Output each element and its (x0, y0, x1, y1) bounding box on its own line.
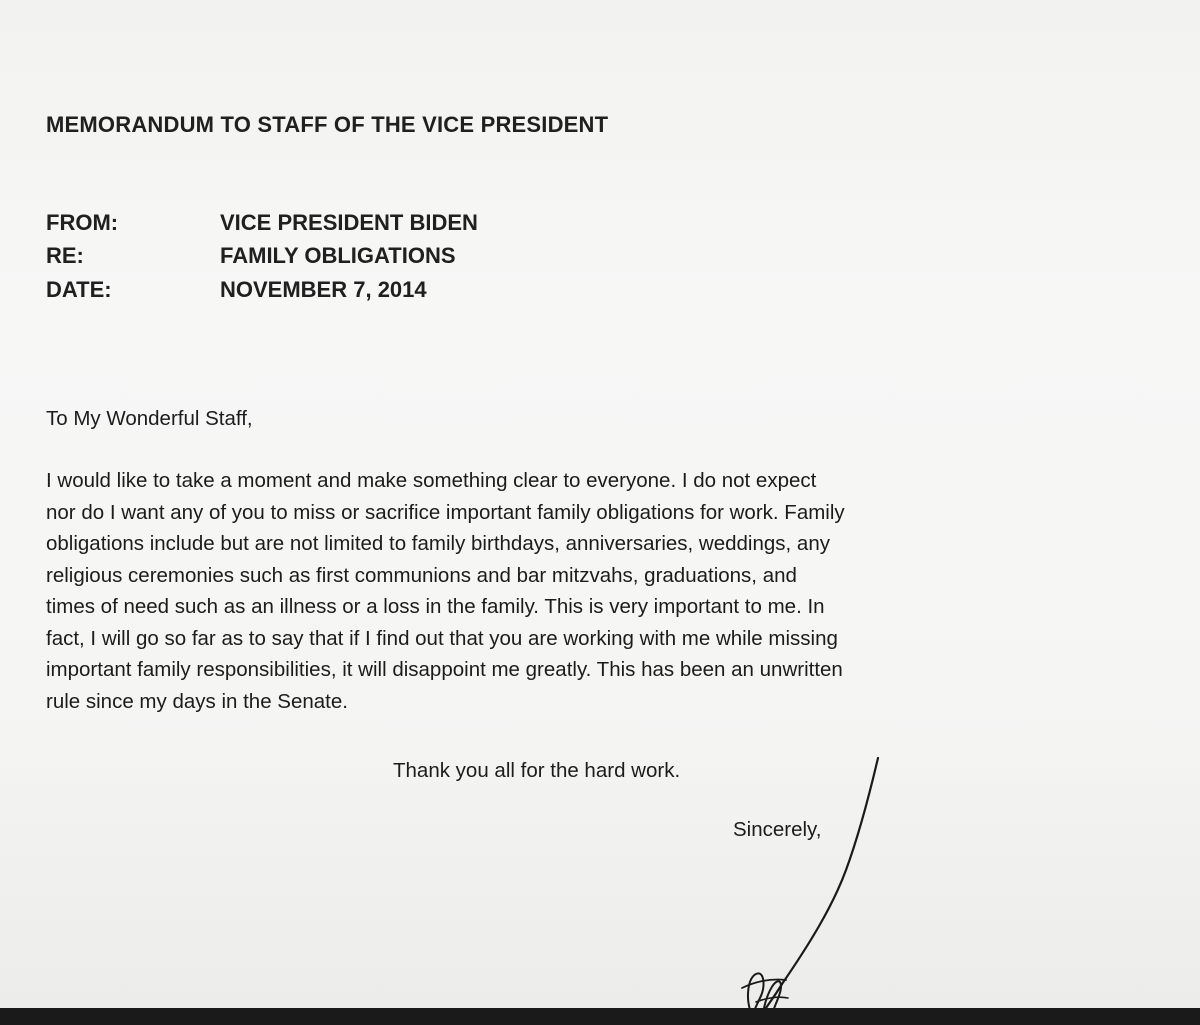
thanks-line: Thank you all for the hard work. (393, 759, 681, 782)
header-re-row (46, 243, 456, 269)
header-date-label: DATE: (46, 277, 112, 302)
closing-line: Sincerely, (733, 818, 822, 841)
salutation: To My Wonderful Staff, (46, 407, 253, 430)
header-re-label: RE: (46, 243, 84, 268)
header-from-value: VICE PRESIDENT BIDEN (220, 210, 478, 235)
header-re-value: FAMILY OBLIGATIONS (220, 243, 456, 268)
body-line: fact, I will go so far as to say that if I find out that you are working with me while missing (46, 626, 838, 650)
body-line: nor do I want any of you to miss or sacrifice important family obligations for work. Family (46, 500, 845, 524)
body-line: obligations include but are not limited to family birthdays, anniversaries, weddings, any (46, 532, 830, 555)
header-from-row (46, 210, 478, 236)
body-line: times of need such as an illness or a loss in the family. This is very important to me. In (46, 595, 825, 618)
memo-title: MEMORANDUM TO STAFF OF THE VICE PRESIDENT (46, 112, 609, 137)
body-line: I would like to take a moment and make something clear to everyone. I do not expect (46, 469, 817, 492)
bottom-edge-band (0, 1008, 1200, 1025)
header-from-label: FROM: (46, 210, 119, 235)
body-line: rule since my days in the Senate. (46, 689, 348, 713)
body-paragraph (46, 465, 1176, 717)
header-date-row (46, 277, 427, 303)
body-line: important family responsibilities, it will disappoint me greatly. This has been an unwritten (46, 658, 843, 681)
signature-mark (720, 752, 920, 1014)
body-line: religious ceremonies such as first communions and bar mitzvahs, graduations, and (46, 563, 797, 587)
header-date-value: NOVEMBER 7, 2014 (220, 277, 427, 302)
